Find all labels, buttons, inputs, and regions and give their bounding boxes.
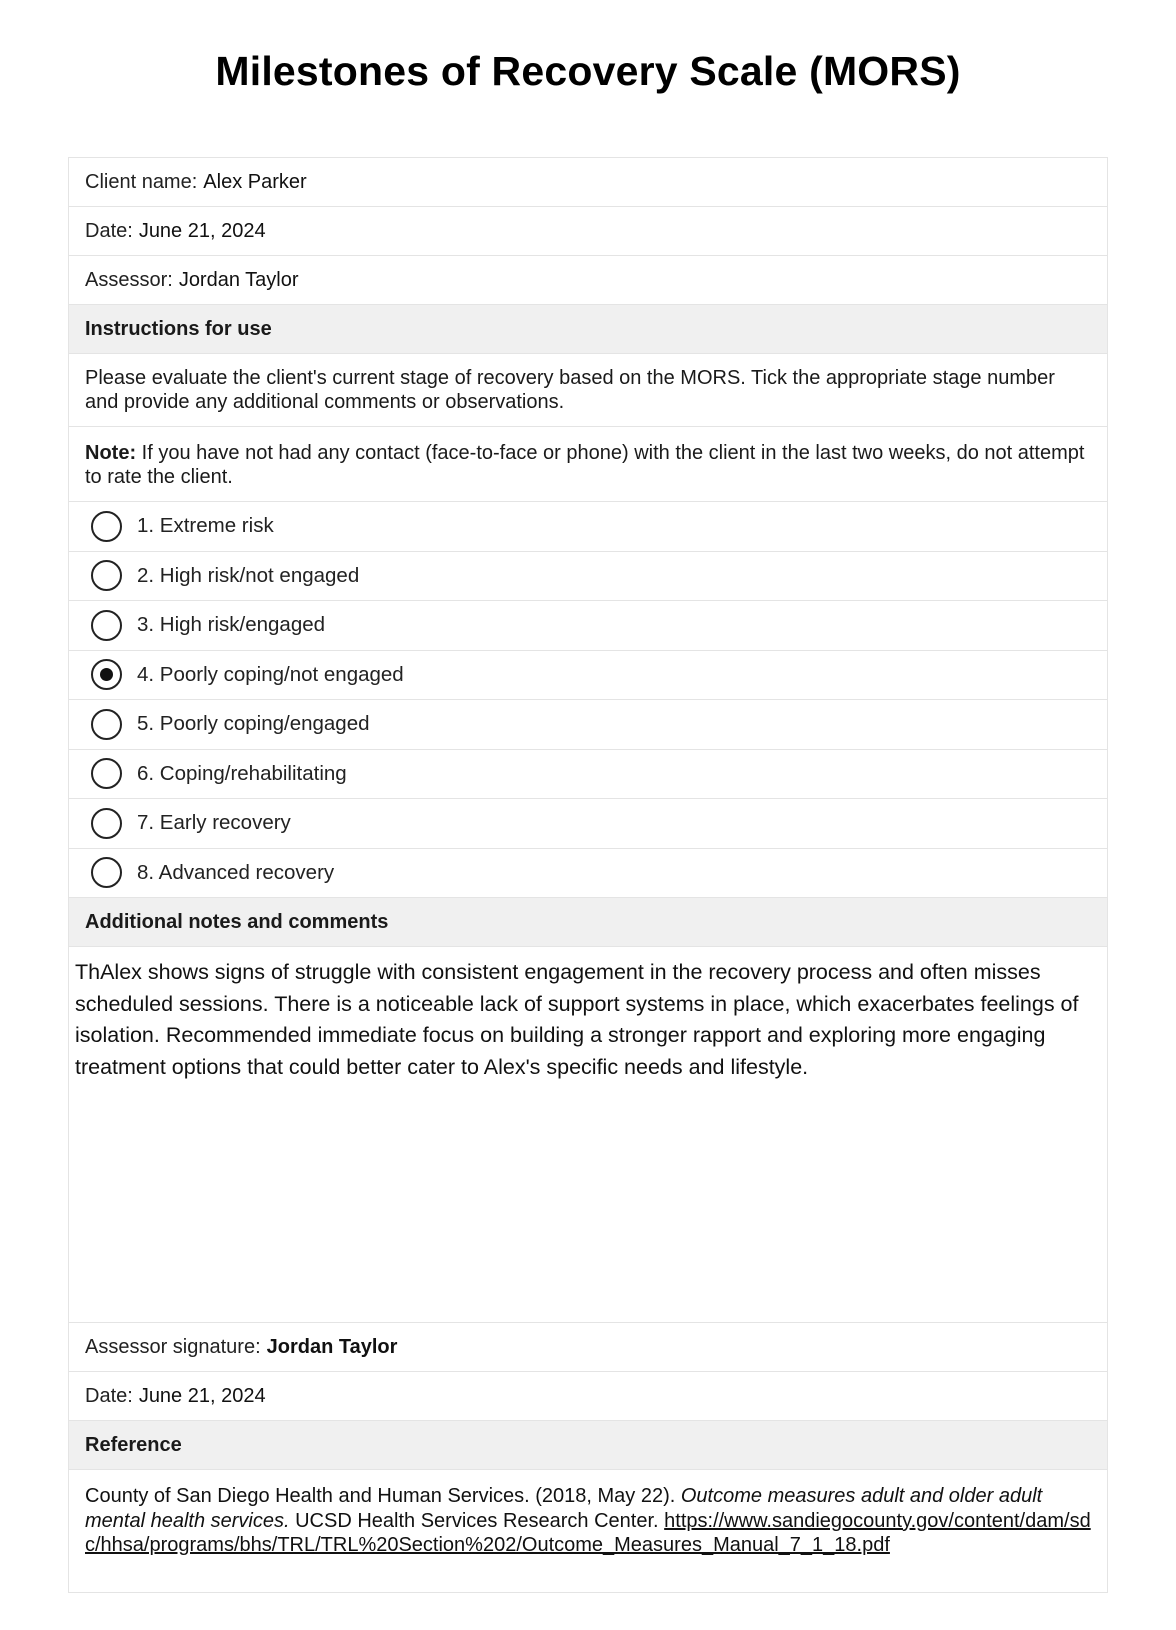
option-row-5[interactable] — [69, 700, 1107, 750]
option-label-4: 4. Poorly coping/not engaged — [137, 662, 404, 686]
reference-heading: Reference — [69, 1421, 1107, 1470]
option-row-7[interactable] — [69, 799, 1107, 849]
radio-button-4[interactable] — [91, 659, 122, 690]
reference-prefix: County of San Diego Health and Human Services. (2018, May 22). — [85, 1485, 676, 1507]
signature-date-row — [69, 1372, 1107, 1421]
date-label: Date: — [85, 219, 133, 242]
client-name-field[interactable]: Alex Parker — [203, 170, 307, 193]
reference-text — [69, 1470, 1107, 1592]
option-row-8[interactable] — [69, 849, 1107, 899]
option-label-8: 8. Advanced recovery — [137, 860, 335, 884]
radio-button-8[interactable] — [91, 857, 122, 888]
radio-button-2[interactable] — [91, 560, 122, 591]
assessor-row — [69, 256, 1107, 305]
mors-form — [68, 157, 1108, 1593]
signature-field[interactable]: Jordan Taylor — [266, 1335, 398, 1358]
option-label-5: 5. Poorly coping/engaged — [137, 712, 370, 736]
option-row-1[interactable] — [69, 502, 1107, 552]
radio-button-6[interactable] — [91, 758, 122, 789]
option-row-6[interactable] — [69, 750, 1107, 800]
option-label-3: 3. High risk/engaged — [137, 613, 326, 637]
option-label-2: 2. High risk/not engaged — [137, 563, 360, 587]
page-title: Milestones of Recovery Scale (MORS) — [215, 48, 961, 94]
option-label-6: 6. Coping/rehabilitating — [137, 761, 347, 785]
radio-button-7[interactable] — [91, 808, 122, 839]
note-text: If you have not had any contact (face-to-face or phone) with the client in the last two weeks, do not attempt to rate the client. — [85, 442, 1085, 488]
radio-button-5[interactable] — [91, 709, 122, 740]
radio-button-3[interactable] — [91, 610, 122, 641]
instructions-text: Please evaluate the client's current stage of recovery based on the MORS. Tick the appropriate stage number and provide any additional comments or observations. — [69, 354, 1107, 427]
reference-suffix: UCSD Health Services Research Center. — [295, 1509, 659, 1532]
option-row-2[interactable] — [69, 552, 1107, 602]
notes-heading: Additional notes and comments — [69, 898, 1107, 947]
signature-date-label: Date: — [85, 1384, 133, 1407]
signature-row — [69, 1323, 1107, 1372]
date-row — [69, 207, 1107, 256]
assessor-label: Assessor: — [85, 268, 173, 291]
option-label-1: 1. Extreme risk — [137, 514, 274, 538]
option-row-3[interactable] — [69, 601, 1107, 651]
radio-button-1[interactable] — [91, 511, 122, 542]
date-field[interactable]: June 21, 2024 — [138, 219, 266, 242]
signature-label: Assessor signature: — [85, 1335, 261, 1358]
reference-link[interactable]: https://www.sandiegocounty.gov/content/dam/sdc/hhsa/programs/bhs/TRL/TRL%20Section%202/Outcome_Measures_Manual_7_1_18.pdf — [85, 1509, 1091, 1556]
note-row — [69, 427, 1107, 502]
notes-textarea[interactable]: ThAlex shows signs of struggle with consistent engagement in the recovery process and often misses scheduled sessions. There is a noticeable lack of support systems in place, which exacerbates feelings of isolation. Recommended immediate focus on building a stronger rapport and exploring more engaging treatment options that could better cater to Alex's specific needs and lifestyle. — [69, 947, 1107, 1323]
assessor-field[interactable]: Jordan Taylor — [178, 268, 299, 291]
instructions-heading: Instructions for use — [69, 305, 1107, 354]
reference-title: Outcome measures adult and older adult mental health services. — [85, 1485, 1043, 1532]
client-name-label: Client name: — [85, 170, 198, 193]
note-label: Note: — [85, 442, 137, 464]
signature-date-field[interactable]: June 21, 2024 — [138, 1384, 266, 1407]
client-name-row — [69, 158, 1107, 207]
option-row-4[interactable] — [69, 651, 1107, 701]
option-label-7: 7. Early recovery — [137, 811, 291, 835]
